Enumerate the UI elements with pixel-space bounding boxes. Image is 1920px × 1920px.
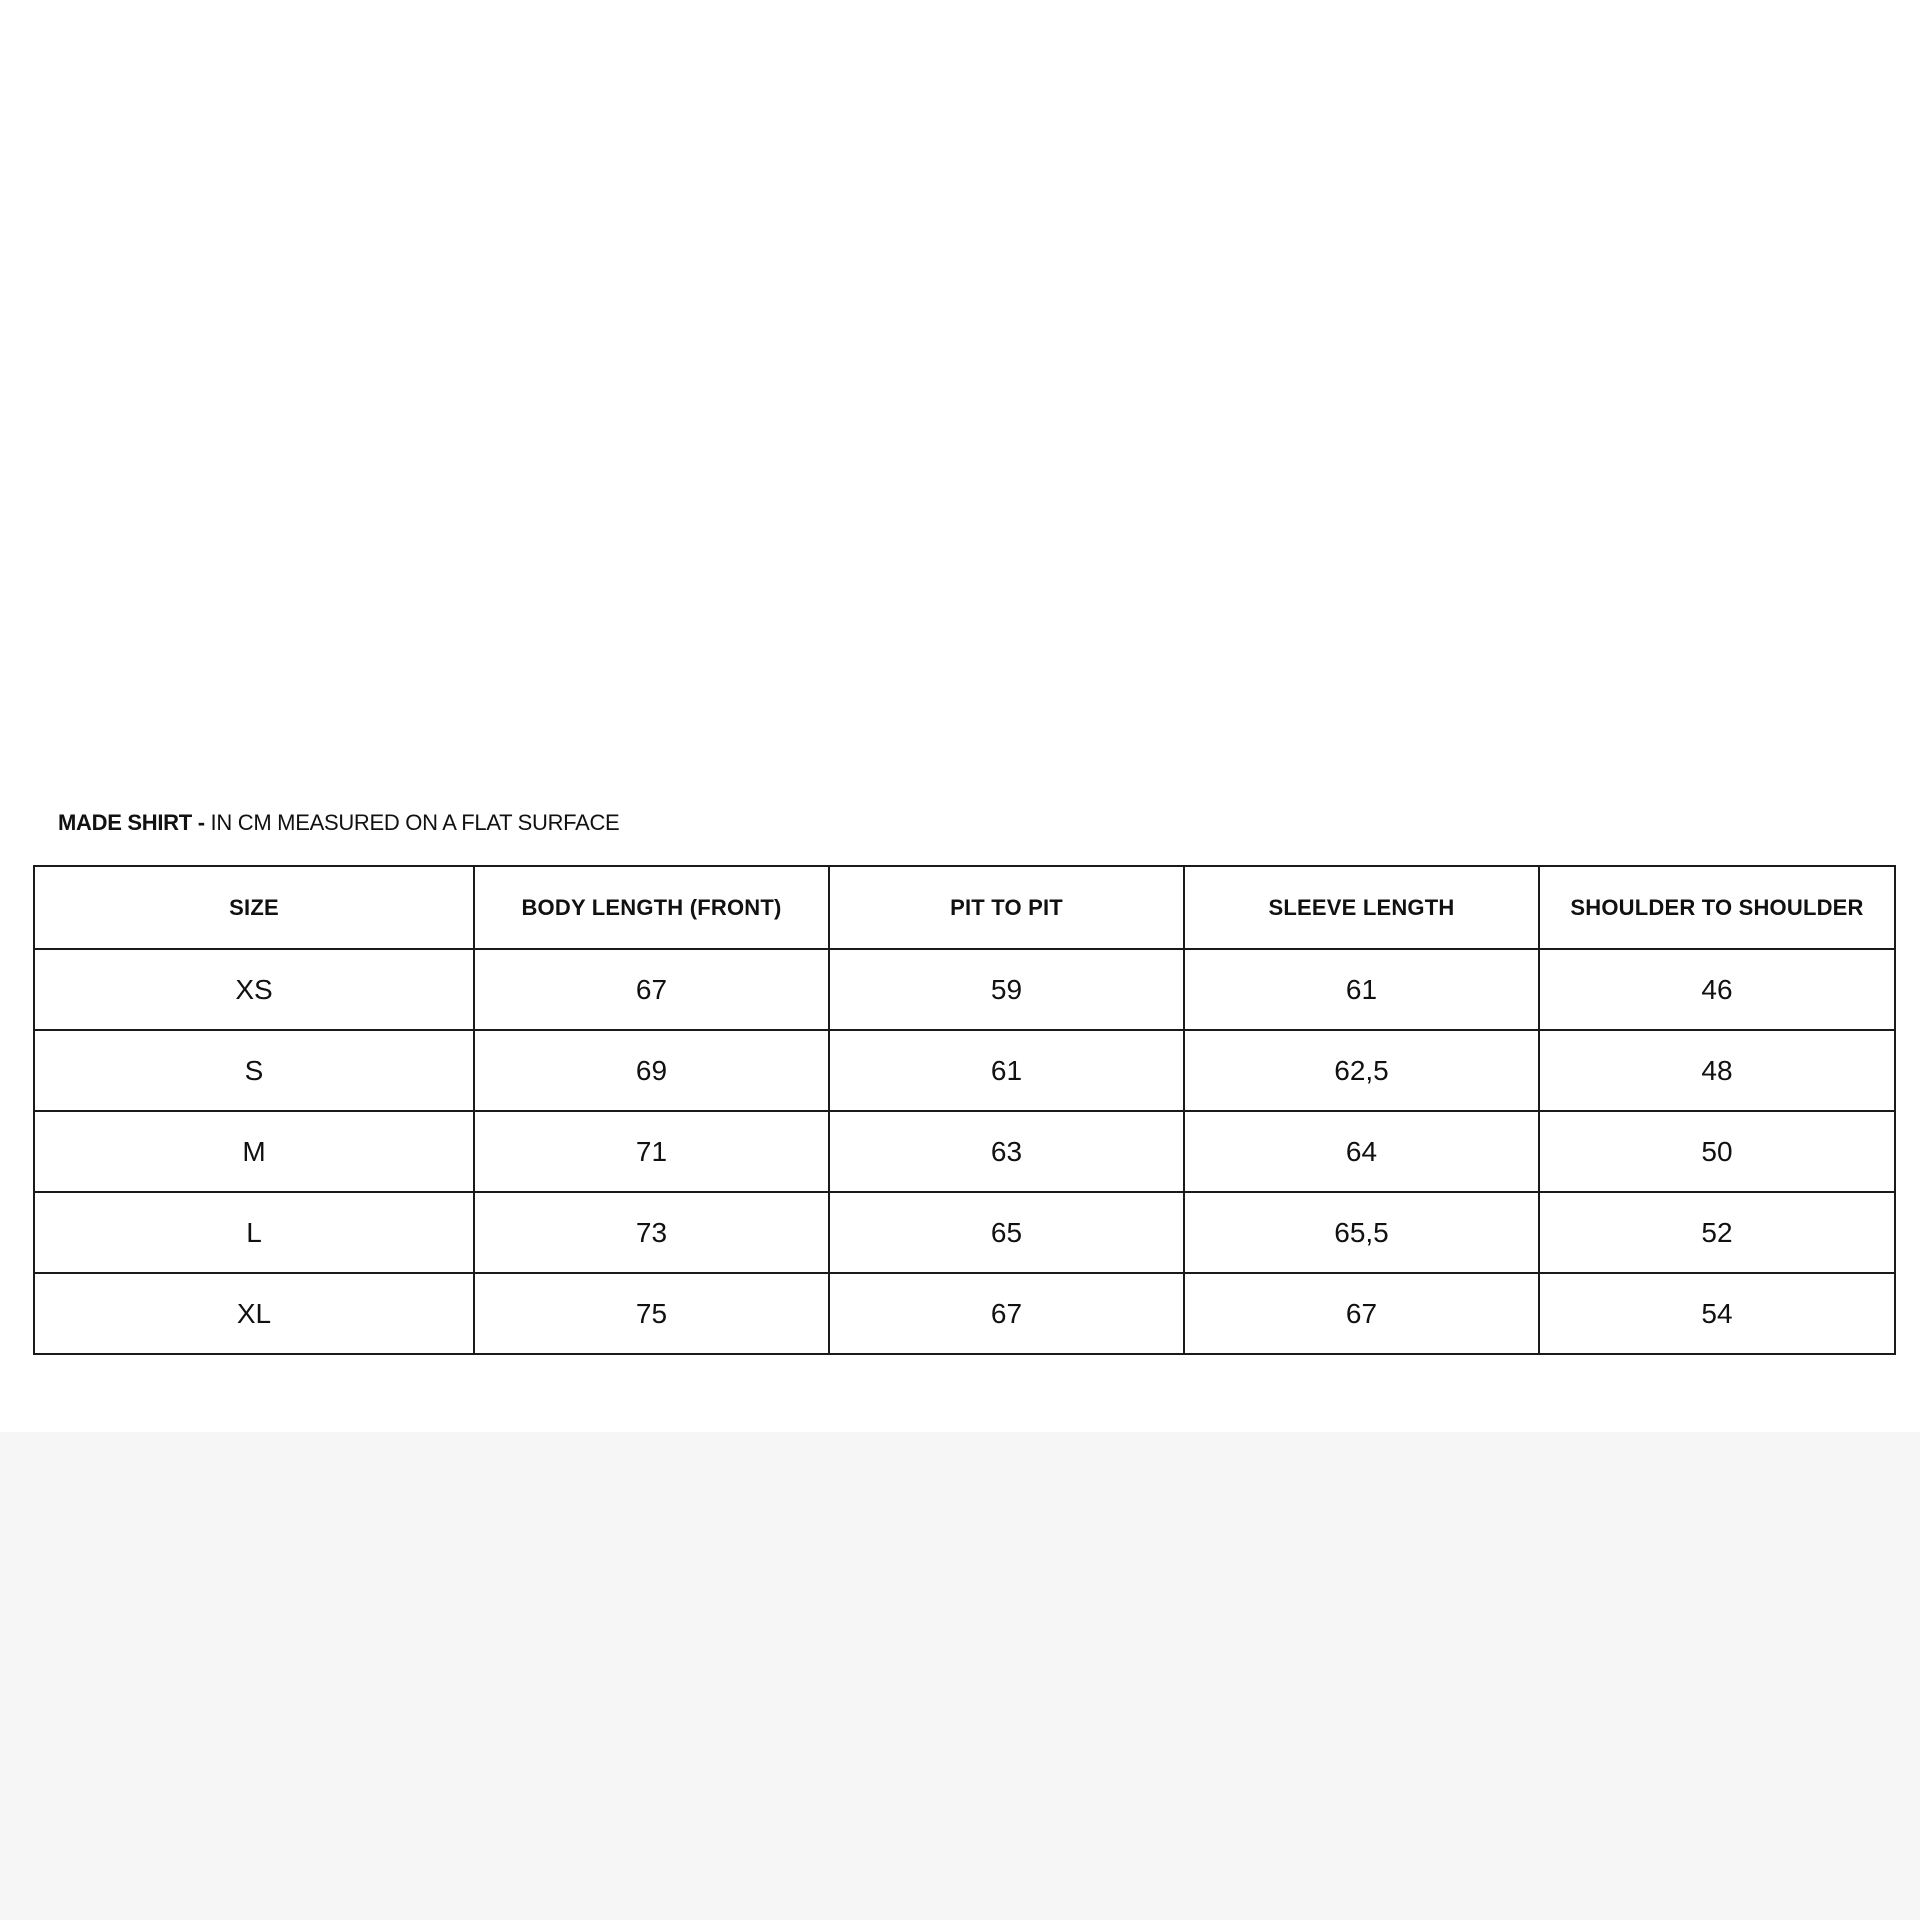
shoulder-to-shoulder-cell: 54 bbox=[1539, 1273, 1895, 1354]
shoulder-to-shoulder-cell: 52 bbox=[1539, 1192, 1895, 1273]
header-pit-to-pit: PIT TO PIT bbox=[829, 866, 1184, 949]
sleeve-length-cell: 67 bbox=[1184, 1273, 1539, 1354]
body-length-cell: 69 bbox=[474, 1030, 829, 1111]
table-row bbox=[34, 1192, 1895, 1273]
size-cell: M bbox=[34, 1111, 474, 1192]
size-chart-table bbox=[33, 865, 1896, 1355]
sleeve-length-cell: 62,5 bbox=[1184, 1030, 1539, 1111]
pit-to-pit-cell: 65 bbox=[829, 1192, 1184, 1273]
body-length-cell: 75 bbox=[474, 1273, 829, 1354]
caption-measurement-note: IN CM MEASURED ON A FLAT SURFACE bbox=[204, 810, 620, 835]
shoulder-to-shoulder-cell: 46 bbox=[1539, 949, 1895, 1030]
lower-background-band bbox=[0, 1432, 1920, 1920]
size-cell: XS bbox=[34, 949, 474, 1030]
body-length-cell: 71 bbox=[474, 1111, 829, 1192]
sleeve-length-cell: 61 bbox=[1184, 949, 1539, 1030]
sleeve-length-cell: 65,5 bbox=[1184, 1192, 1539, 1273]
size-cell: S bbox=[34, 1030, 474, 1111]
table-row bbox=[34, 1111, 1895, 1192]
pit-to-pit-cell: 67 bbox=[829, 1273, 1184, 1354]
caption-product-name: MADE SHIRT - bbox=[58, 810, 205, 835]
table-row bbox=[34, 949, 1895, 1030]
body-length-cell: 67 bbox=[474, 949, 829, 1030]
header-shoulder-to-shoulder: SHOULDER TO SHOULDER bbox=[1539, 866, 1895, 949]
header-body-length: BODY LENGTH (FRONT) bbox=[474, 866, 829, 949]
table-row bbox=[34, 1273, 1895, 1354]
table-caption bbox=[58, 810, 619, 836]
shoulder-to-shoulder-cell: 48 bbox=[1539, 1030, 1895, 1111]
pit-to-pit-cell: 63 bbox=[829, 1111, 1184, 1192]
size-cell: L bbox=[34, 1192, 474, 1273]
header-sleeve-length: SLEEVE LENGTH bbox=[1184, 866, 1539, 949]
sleeve-length-cell: 64 bbox=[1184, 1111, 1539, 1192]
body-length-cell: 73 bbox=[474, 1192, 829, 1273]
header-size: SIZE bbox=[34, 866, 474, 949]
pit-to-pit-cell: 59 bbox=[829, 949, 1184, 1030]
size-cell: XL bbox=[34, 1273, 474, 1354]
pit-to-pit-cell: 61 bbox=[829, 1030, 1184, 1111]
shoulder-to-shoulder-cell: 50 bbox=[1539, 1111, 1895, 1192]
table-row bbox=[34, 1030, 1895, 1111]
header-row bbox=[34, 866, 1895, 949]
